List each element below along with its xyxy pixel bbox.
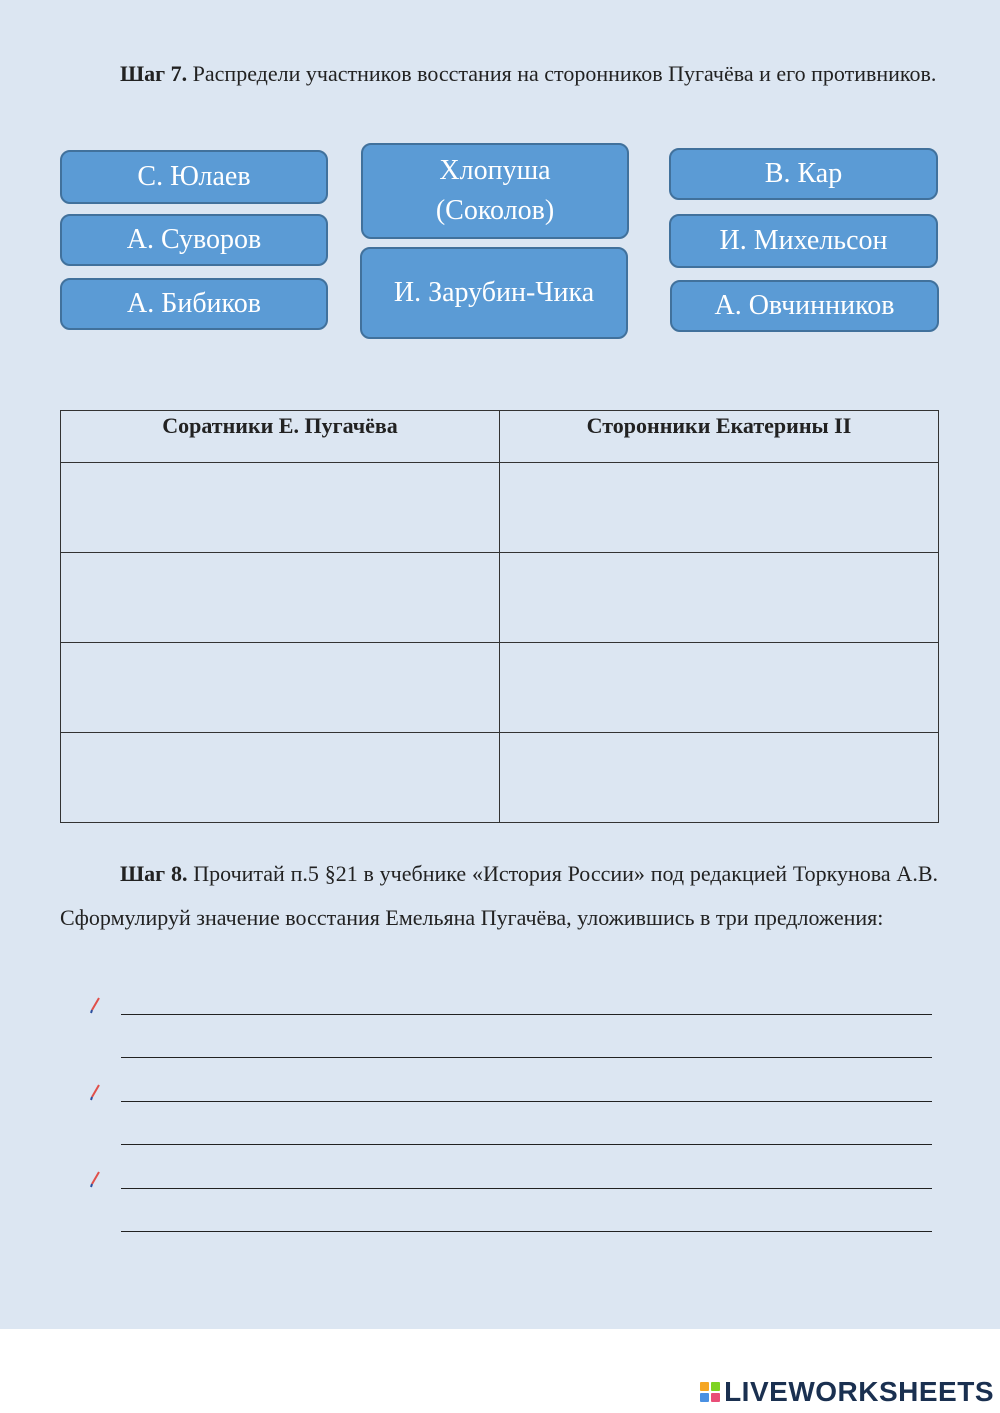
pen-icon (88, 1171, 102, 1189)
drop-cell-allies[interactable] (61, 463, 500, 553)
header-pugachev-allies: Соратники Е. Пугачёва (61, 411, 500, 463)
chip-suvorov[interactable]: А. Суворов (60, 214, 328, 266)
logo-text: LIVEWORKSHEETS (724, 1376, 994, 1407)
step8-text: Прочитай п.5 §21 в учебнике «История России» под редакцией Торкунова А.В. Сформулируй значение восстания Емельяна Пугачёва, уложившись в три предложения: (60, 861, 938, 930)
chip-mikhelson[interactable]: И. Михельсон (669, 214, 938, 268)
pen-icon (88, 1084, 102, 1102)
answer-line[interactable] (121, 1101, 932, 1102)
chip-kar[interactable]: В. Кар (669, 148, 938, 200)
drop-cell-allies[interactable] (61, 643, 500, 733)
answer-line[interactable] (121, 1144, 932, 1145)
step8-label: Шаг 8. (120, 861, 188, 886)
chip-yulaev[interactable]: С. Юлаев (60, 150, 328, 204)
table-row (61, 733, 939, 823)
chip-ovchinnikov[interactable]: А. Овчинников (670, 280, 939, 332)
table-header-row (61, 411, 939, 463)
step7-label: Шаг 7. (120, 61, 188, 86)
drop-cell-supporters[interactable] (500, 643, 939, 733)
pen-icon (88, 997, 102, 1015)
table-row (61, 463, 939, 553)
chip-zarubin[interactable]: И. Зарубин-Чика (360, 247, 628, 339)
logo-tiles-icon (700, 1382, 720, 1402)
sort-table (60, 410, 939, 823)
chip-bibikov[interactable]: А. Бибиков (60, 278, 328, 330)
answer-line[interactable] (121, 1014, 932, 1015)
answer-line[interactable] (121, 1057, 932, 1058)
liveworksheets-logo (700, 1376, 994, 1408)
chip-khlopusha[interactable]: Хлопуша (Соколов) (361, 143, 629, 239)
drop-cell-supporters[interactable] (500, 733, 939, 823)
answer-line[interactable] (121, 1188, 932, 1189)
step7-text: Распредели участников восстания на сторонников Пугачёва и его противников. (187, 61, 937, 86)
table-row (61, 643, 939, 733)
header-catherine-supporters: Сторонники Екатерины II (500, 411, 939, 463)
table-row (61, 553, 939, 643)
drop-cell-supporters[interactable] (500, 463, 939, 553)
drop-cell-allies[interactable] (61, 733, 500, 823)
drop-cell-supporters[interactable] (500, 553, 939, 643)
step8-instruction (60, 852, 938, 940)
step7-instruction (60, 52, 938, 96)
drop-cell-allies[interactable] (61, 553, 500, 643)
answer-line[interactable] (121, 1231, 932, 1232)
